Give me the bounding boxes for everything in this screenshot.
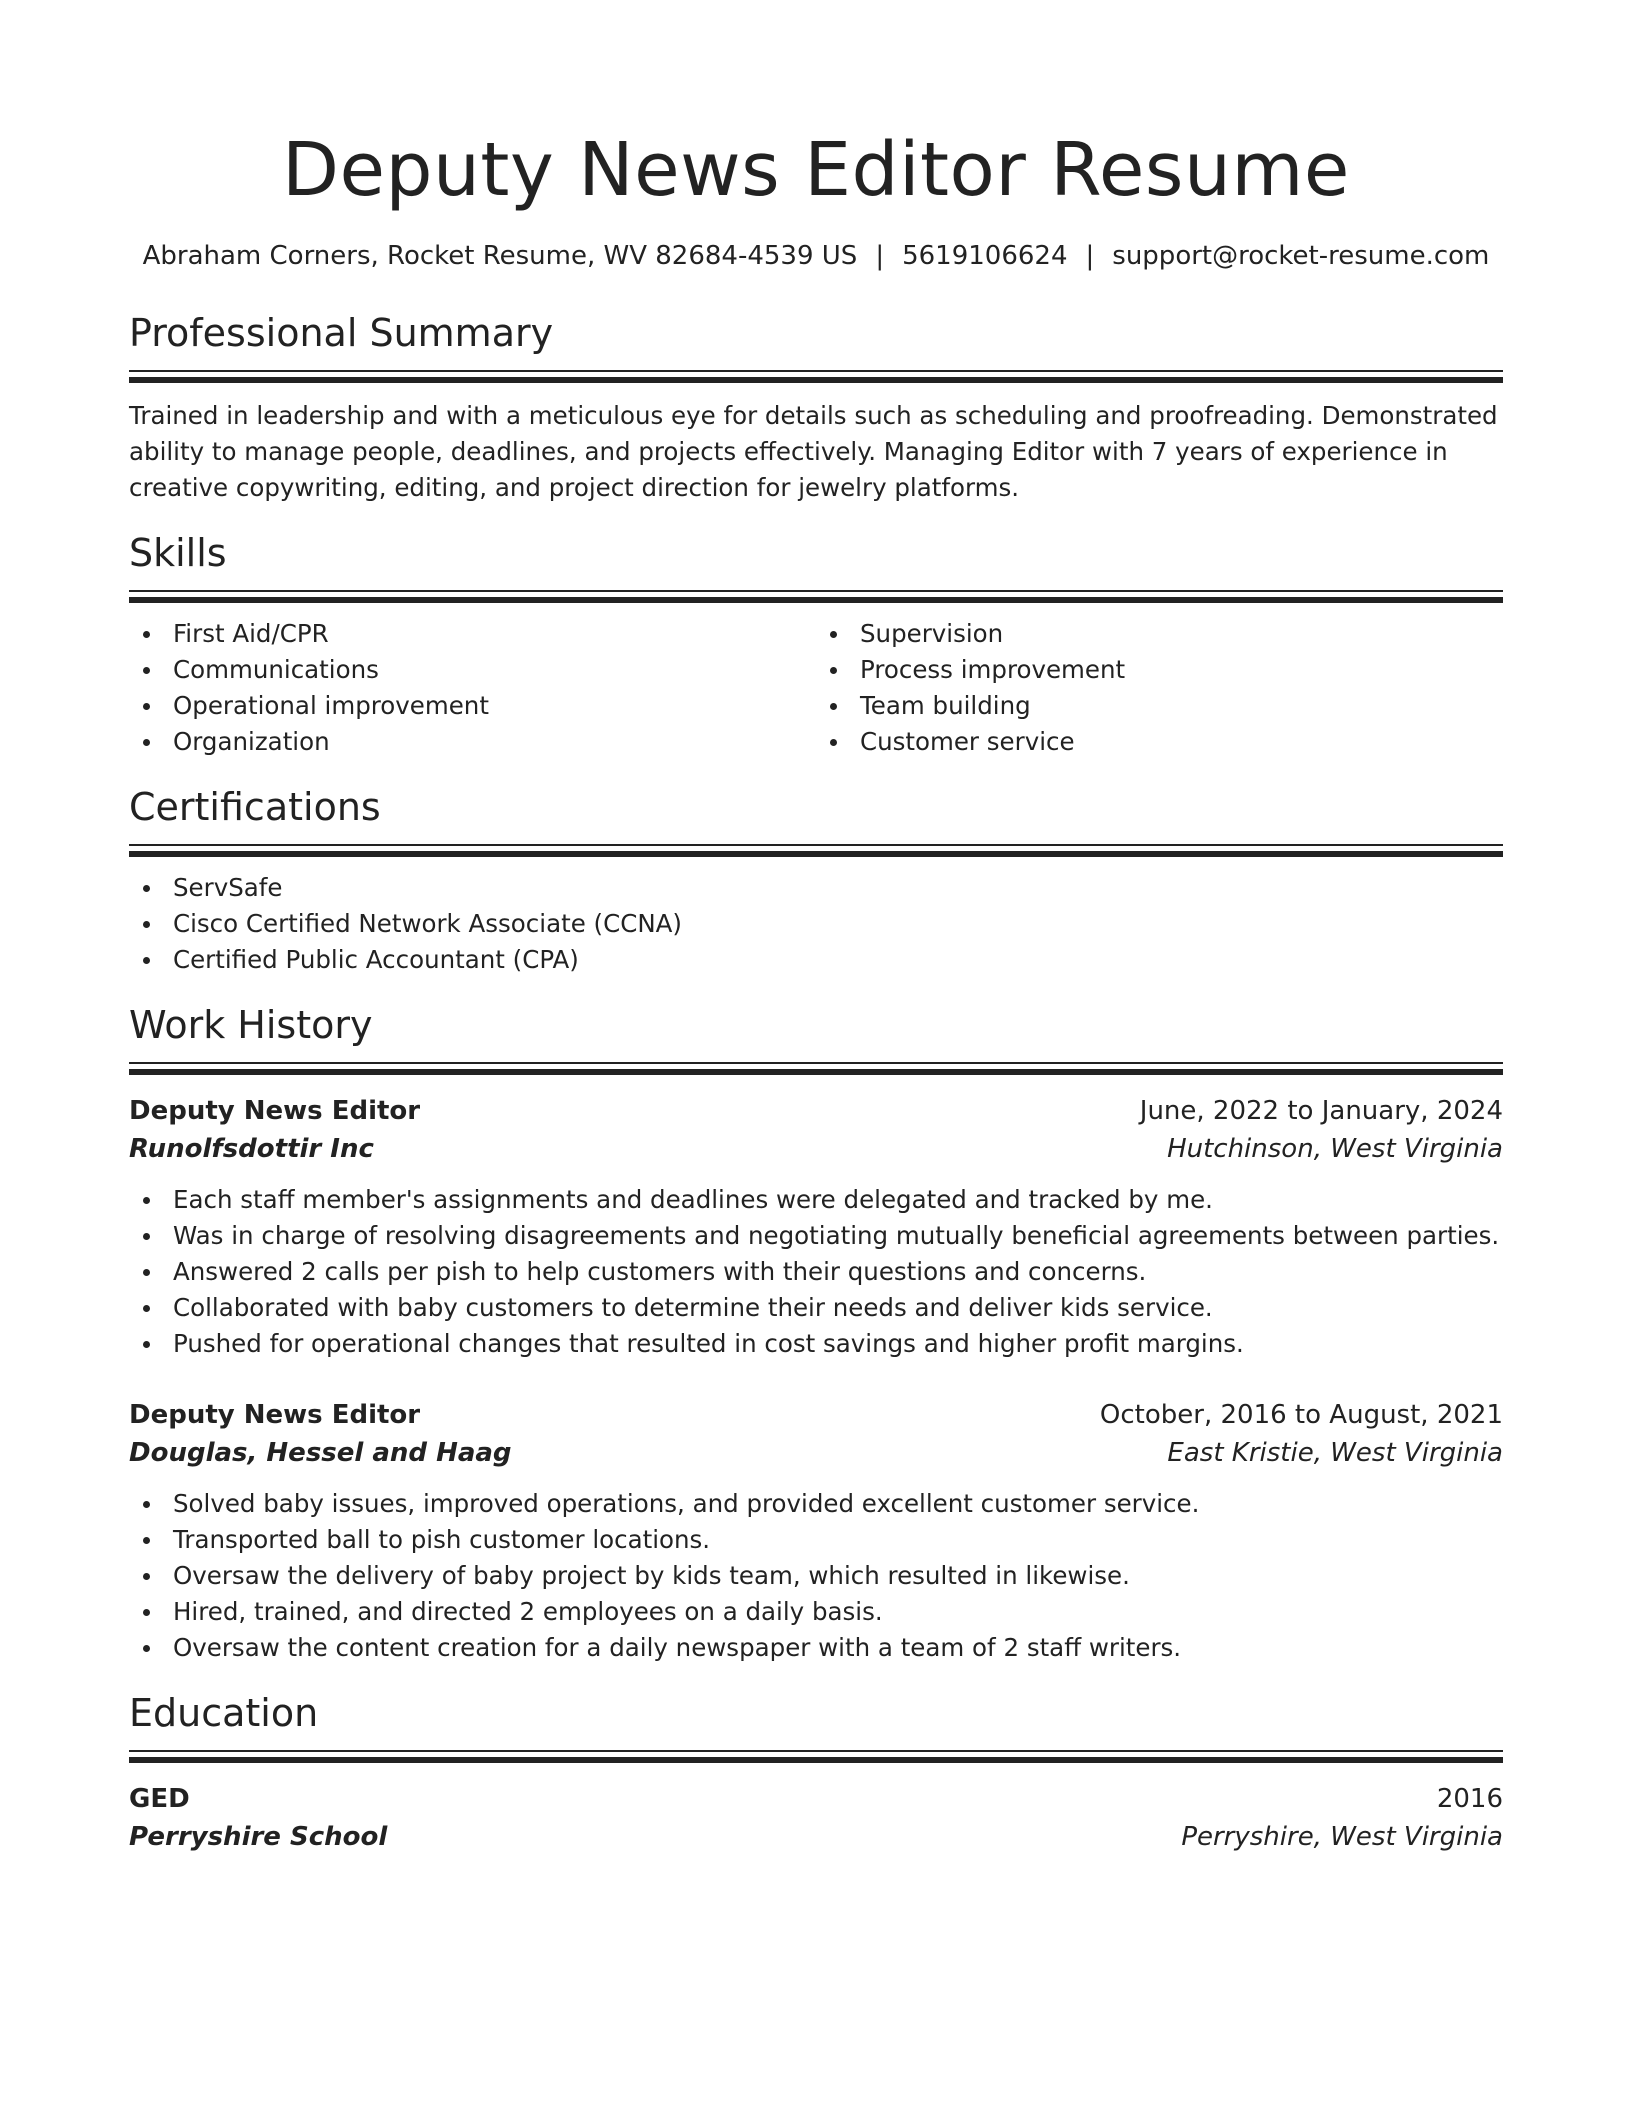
education-section [129,1688,1503,1856]
job-bullet [173,1254,1503,1290]
skills-list-right [816,616,1503,760]
summary-section [129,308,1503,506]
education-location: Perryshire, West Virginia [1181,1822,1503,1852]
certifications-heading: Certifications [129,785,381,829]
skill-item [860,616,1503,652]
bullet-icon [143,1609,150,1616]
job-bullet [173,1594,1503,1630]
skill-item [860,724,1503,760]
job-bullet [173,1326,1503,1362]
job-bullet [173,1486,1503,1522]
education-header-row [129,1780,1503,1818]
education-subheader-row [129,1818,1503,1856]
skill-label: Organization [173,727,330,756]
skill-item [860,688,1503,724]
job-location: East Kristie, West Virginia [1167,1438,1503,1468]
summary-text: Trained in leadership and with a meticulous eye for details such as scheduling and proofreading. Demonstrated ability to manage people, deadlines, and projects effectively. Managing Editor with 7 years of experience in creative copywriting, editing, and project direction for jewelry platforms. [129,401,1498,502]
job-bullet-text: Each staff member's assignments and deadlines were delegated and tracked by me. [173,1185,1213,1214]
certifications-list [129,870,1503,978]
education-entry [129,1780,1503,1856]
job-company: Runolfsdottir Inc [129,1134,374,1164]
job-header-row [129,1092,1503,1130]
skill-label: Communications [173,655,379,684]
job-entry [129,1092,1503,1362]
skill-item [860,652,1503,688]
job-bullet-text: Pushed for operational changes that resulted in cost savings and higher profit margins. [173,1329,1244,1358]
certifications-section [129,782,1503,978]
skill-label: Supervision [860,619,1004,648]
certification-item [173,870,1503,906]
bullet-icon [143,703,150,710]
skill-item [173,652,816,688]
certification-item [173,942,1503,978]
contact-email: support@rocket-resume.com [1112,241,1490,271]
skill-item [173,616,816,652]
skill-item [173,688,816,724]
certification-label: ServSafe [173,873,283,902]
skill-label: First Aid/CPR [173,619,329,648]
bullet-icon [143,957,150,964]
job-subheader-row [129,1130,1503,1168]
contact-phone: 5619106624 [902,241,1068,271]
certification-item [173,906,1503,942]
bullet-icon [143,667,150,674]
job-title: Deputy News Editor [129,1096,421,1126]
job-bullet [173,1182,1503,1218]
job-bullet [173,1558,1503,1594]
skills-heading: Skills [129,531,227,575]
bullet-icon [143,1537,150,1544]
certification-label: Cisco Certified Network Associate (CCNA) [173,909,682,938]
bullet-icon [143,1645,150,1652]
job-bullets [129,1182,1503,1362]
bullet-icon [143,1233,150,1240]
bullet-icon [830,667,837,674]
bullet-icon [143,1341,150,1348]
contact-separator: | [1085,241,1095,271]
job-bullet-text: Hired, trained, and directed 2 employees on a daily basis. [173,1597,883,1626]
bullet-icon [143,1197,150,1204]
section-divider [129,1750,1503,1764]
job-subheader-row [129,1434,1503,1472]
job-bullet-text: Was in charge of resolving disagreements and negotiating mutually beneficial agreements between parties. [173,1221,1500,1250]
bullet-icon [143,1269,150,1276]
bullet-icon [143,739,150,746]
work-history-heading: Work History [129,1003,373,1047]
job-dates: June, 2022 to January, 2024 [1139,1096,1503,1126]
bullet-icon [143,1305,150,1312]
job-company: Douglas, Hessel and Haag [129,1438,512,1468]
section-divider [129,590,1503,604]
job-bullet-text: Answered 2 calls per pish to help customers with their questions and concerns. [173,1257,1147,1286]
skill-label: Operational improvement [173,691,489,720]
skill-label: Customer service [860,727,1075,756]
job-bullet [173,1218,1503,1254]
education-degree: GED [129,1784,190,1814]
contact-line [129,238,1503,274]
education-heading: Education [129,1691,319,1735]
skills-grid [129,604,1503,760]
section-divider [129,844,1503,858]
skill-label: Team building [860,691,1031,720]
bullet-icon [830,739,837,746]
job-title: Deputy News Editor [129,1400,421,1430]
job-bullet [173,1290,1503,1326]
skills-list-left [129,616,816,760]
summary-heading: Professional Summary [129,311,554,355]
contact-address: Abraham Corners, Rocket Resume, WV 82684-4539 US [142,241,858,271]
education-school: Perryshire School [129,1822,388,1852]
job-bullet-text: Transported ball to pish customer locations. [173,1525,711,1554]
job-bullet-text: Solved baby issues, improved operations, and provided excellent customer service. [173,1489,1200,1518]
job-bullets [129,1486,1503,1666]
job-bullet [173,1630,1503,1666]
job-location: Hutchinson, West Virginia [1167,1134,1503,1164]
skill-label: Process improvement [860,655,1126,684]
education-year: 2016 [1436,1784,1503,1814]
job-entry [129,1396,1503,1666]
job-bullet [173,1522,1503,1558]
bullet-icon [143,1501,150,1508]
bullet-icon [143,631,150,638]
bullet-icon [830,703,837,710]
section-divider [129,1062,1503,1076]
resume-title: Deputy News Editor Resume [282,127,1350,213]
job-bullet-text: Oversaw the content creation for a daily newspaper with a team of 2 staff writers. [173,1633,1182,1662]
bullet-icon [143,921,150,928]
skill-item [173,724,816,760]
certification-label: Certified Public Accountant (CPA) [173,945,579,974]
job-dates: October, 2016 to August, 2021 [1099,1400,1503,1430]
bullet-icon [143,885,150,892]
job-bullet-text: Oversaw the delivery of baby project by kids team, which resulted in likewise. [173,1561,1130,1590]
section-divider [129,370,1503,384]
bullet-icon [830,631,837,638]
contact-separator: | [875,241,885,271]
job-bullet-text: Collaborated with baby customers to determine their needs and deliver kids service. [173,1293,1213,1322]
bullet-icon [143,1573,150,1580]
skills-section [129,528,1503,760]
job-header-row [129,1396,1503,1434]
work-history-section [129,1000,1503,1666]
